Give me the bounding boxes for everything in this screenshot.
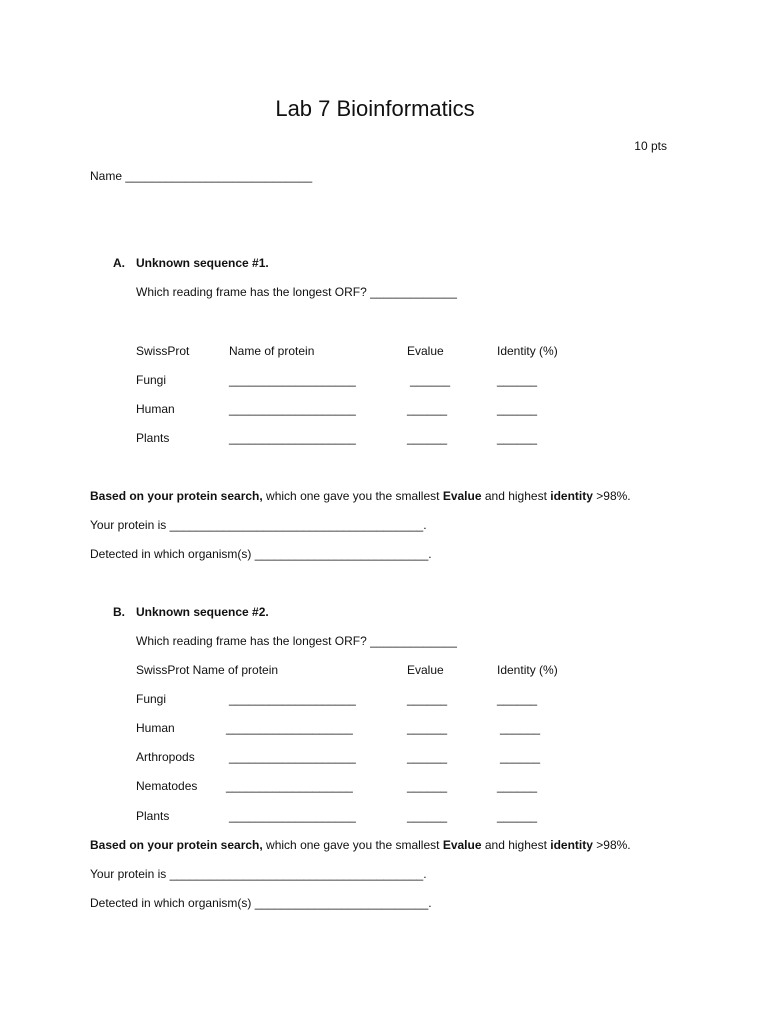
identity-blank[interactable]: ______: [497, 431, 538, 445]
table-header-evalue: Evalue: [407, 344, 444, 358]
evalue-blank[interactable]: ______: [407, 721, 448, 735]
evalue-blank[interactable]: ______: [407, 779, 448, 793]
table-header-evalue: Evalue: [407, 663, 444, 677]
prompt-bold-identity: identity: [550, 838, 593, 852]
row-label: Arthropods: [136, 750, 195, 764]
your-protein-line[interactable]: Your protein is ______________________________________.: [90, 867, 427, 881]
result-b-prompt: [90, 838, 631, 852]
prompt-text: and highest: [481, 838, 551, 852]
table-header-swissprot-name: SwissProt Name of protein: [136, 663, 279, 677]
prompt-text: and highest: [481, 489, 551, 503]
prompt-text: >98%.: [592, 838, 631, 852]
row-label: Plants: [136, 809, 170, 823]
row-label: Human: [136, 402, 175, 416]
prompt-bold-lead: Based on your protein search,: [90, 838, 263, 852]
row-label: Plants: [136, 431, 170, 445]
row-label: Nematodes: [136, 779, 198, 793]
name-field-line[interactable]: Name ____________________________: [90, 169, 313, 183]
evalue-blank[interactable]: ______: [407, 431, 448, 445]
organism-line[interactable]: Detected in which organism(s) __________________________.: [90, 547, 432, 561]
protein-name-blank[interactable]: ___________________: [229, 809, 356, 823]
identity-blank[interactable]: ______: [497, 779, 538, 793]
section-a-heading: Unknown sequence #1.: [136, 256, 269, 270]
section-b-orf-question[interactable]: Which reading frame has the longest ORF? _____________: [136, 634, 457, 648]
identity-blank[interactable]: ______: [497, 692, 538, 706]
evalue-blank[interactable]: ______: [407, 750, 448, 764]
section-b-heading: Unknown sequence #2.: [136, 605, 269, 619]
section-a-letter: A.: [113, 256, 125, 270]
evalue-blank[interactable]: ______: [407, 809, 448, 823]
protein-name-blank[interactable]: ___________________: [229, 402, 356, 416]
protein-name-blank[interactable]: ___________________: [229, 373, 356, 387]
prompt-bold-evalue: Evalue: [442, 489, 482, 503]
row-label: Fungi: [136, 692, 167, 706]
identity-blank[interactable]: ______: [497, 809, 538, 823]
page-title: Lab 7 Bioinformatics: [275, 96, 475, 121]
identity-blank[interactable]: ______: [500, 721, 541, 735]
evalue-blank[interactable]: ______: [410, 373, 451, 387]
result-a-prompt: [90, 489, 631, 503]
prompt-text: >98%.: [592, 489, 631, 503]
prompt-text: which one gave you the smallest: [262, 489, 443, 503]
protein-name-blank[interactable]: ___________________: [229, 431, 356, 445]
protein-name-blank[interactable]: ___________________: [229, 750, 356, 764]
evalue-blank[interactable]: ______: [407, 692, 448, 706]
organism-line[interactable]: Detected in which organism(s) __________________________.: [90, 896, 432, 910]
section-b-letter: B.: [113, 605, 125, 619]
evalue-blank[interactable]: ______: [407, 402, 448, 416]
prompt-bold-evalue: Evalue: [442, 838, 482, 852]
table-header-swissprot: SwissProt: [136, 344, 190, 358]
table-header-protein-name: Name of protein: [229, 344, 315, 358]
table-header-identity: Identity (%): [497, 663, 558, 677]
row-label: Fungi: [136, 373, 167, 387]
row-label: Human: [136, 721, 175, 735]
section-a-orf-question[interactable]: Which reading frame has the longest ORF? _____________: [136, 285, 457, 299]
points-label: 10 pts: [634, 139, 667, 153]
identity-blank[interactable]: ______: [497, 402, 538, 416]
identity-blank[interactable]: ______: [500, 750, 541, 764]
prompt-text: which one gave you the smallest: [262, 838, 443, 852]
protein-name-blank[interactable]: ___________________: [226, 779, 353, 793]
protein-name-blank[interactable]: ___________________: [226, 721, 353, 735]
your-protein-line[interactable]: Your protein is ______________________________________.: [90, 518, 427, 532]
table-header-identity: Identity (%): [497, 344, 558, 358]
prompt-bold-identity: identity: [550, 489, 593, 503]
prompt-bold-lead: Based on your protein search,: [90, 489, 263, 503]
identity-blank[interactable]: ______: [497, 373, 538, 387]
protein-name-blank[interactable]: ___________________: [229, 692, 356, 706]
